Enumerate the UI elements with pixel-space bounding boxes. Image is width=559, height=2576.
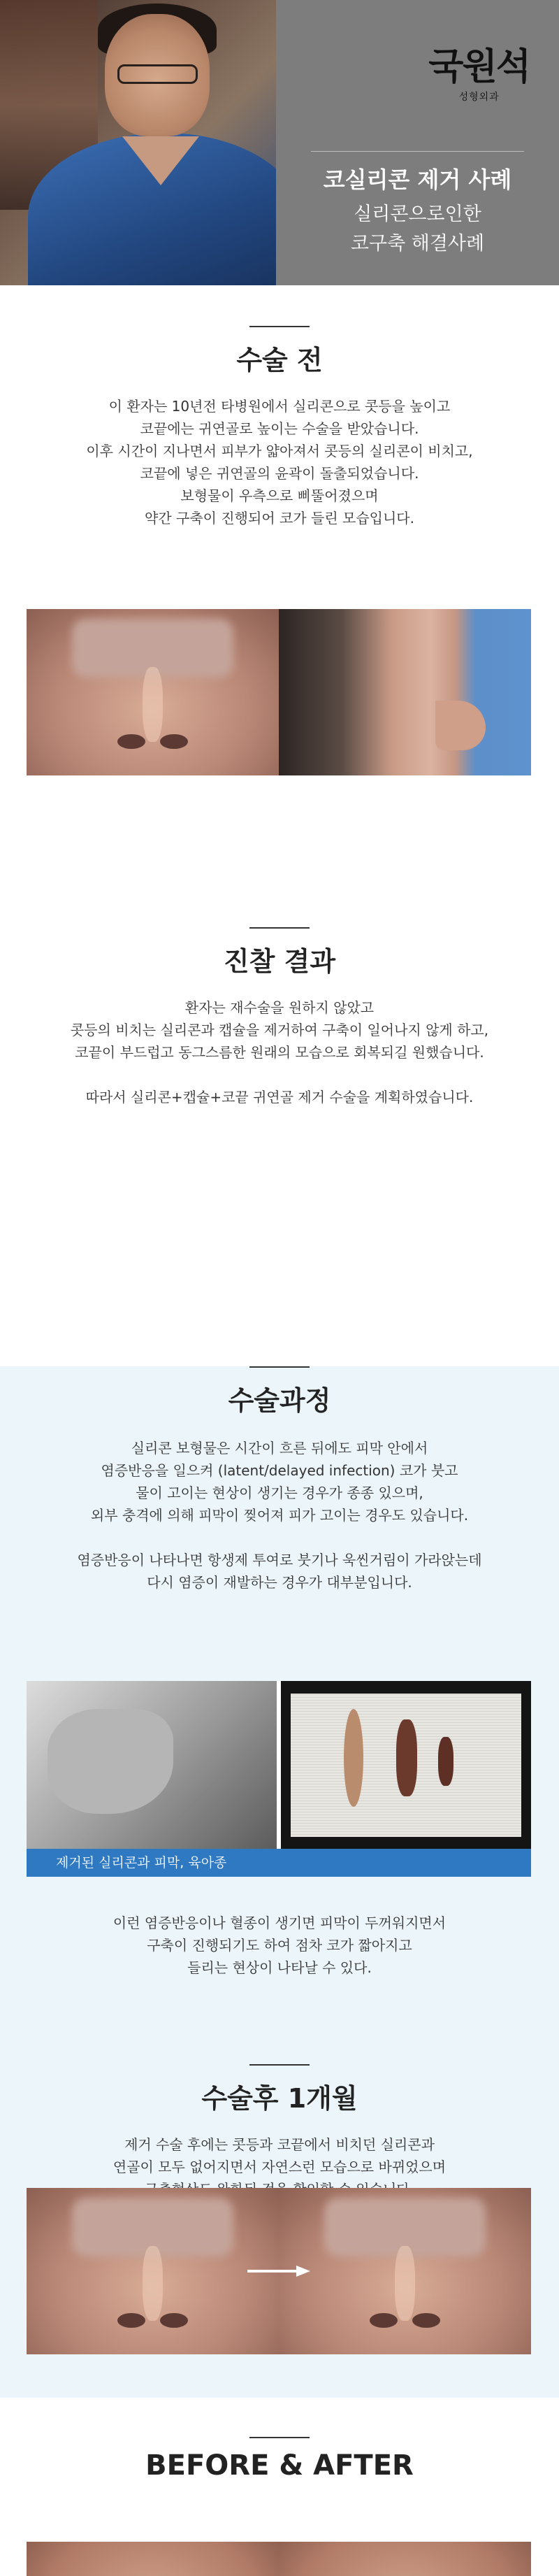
body-line: 따라서 실리콘+캡슐+코끝 귀연골 제거 수술을 계획하였습니다. (85, 1089, 474, 1105)
before-photos (27, 609, 531, 775)
diagnosis-section (0, 927, 559, 1319)
before-after-section (0, 2437, 559, 2576)
removed-implant-photo (281, 1681, 531, 1849)
header-banner (0, 0, 559, 285)
comparison-row (27, 2542, 531, 2576)
section-body (0, 996, 559, 1108)
body-line: 다시 염증이 재발하는 경우가 대부분입니다. (147, 1574, 412, 1591)
body-line: 외부 충격에 의해 피막이 찢어져 피가 고이는 경우도 있습니다. (90, 1507, 469, 1524)
after-nostril-photo (279, 2542, 531, 2576)
section-body (0, 1437, 559, 1526)
section-title: 수술 전 (236, 345, 323, 375)
body-line: 이 환자는 10년전 타병원에서 실리콘으로 콧등을 높이고 (108, 398, 451, 415)
after-month-photos (27, 2188, 531, 2354)
body-line: 물이 고이는 현상이 생기는 경우가 종종 있으며, (136, 1484, 423, 1501)
body-line: 환자는 재수술을 원하지 않았고 (184, 999, 375, 1016)
section-divider (249, 326, 310, 327)
body-line: 염증반응을 일으켜 (latent/delayed infection) 코가 붓고 (101, 1462, 458, 1479)
logo-sub: 성형외과 (458, 92, 500, 103)
body-line: 코끝에는 귀연골로 높이는 수술을 받았습니다. (140, 420, 419, 437)
section-body (0, 1912, 559, 1979)
section-divider (249, 1366, 310, 1368)
nose-side-photo (279, 609, 531, 775)
body-line: 보형물이 우측으로 삐뚤어졌으며 (180, 487, 379, 504)
body-line: 이후 시간이 지나면서 피부가 얇아져서 콧등의 실리콘이 비치고, (86, 443, 473, 459)
section-divider (249, 2064, 310, 2066)
body-line: 들리는 현상이 나타날 수 있다. (187, 1959, 372, 1976)
header-divider (311, 151, 524, 152)
section-divider (249, 927, 310, 929)
body-line: 약간 구축이 진행되어 코가 들린 모습입니다. (145, 510, 414, 527)
section-title: 진찰 결과 (223, 946, 336, 977)
logo-mark: 국원석 (428, 45, 530, 88)
page-subtitle-2: 코구축 해결사례 (350, 233, 485, 255)
body-line (0, 1064, 559, 1086)
section-title: 수술과정 (228, 1385, 331, 1416)
section-title: 수술후 1개월 (201, 2083, 358, 2114)
after-month-block (0, 2017, 559, 2201)
body-line: 코끝에 넣은 귀연골의 윤곽이 돌출되었습니다. (140, 465, 419, 482)
body-line: 이런 염증반응이나 혈종이 생기면 피막이 두꺼워지면서 (112, 1915, 447, 1931)
page-subtitle-1: 실리콘으로인한 (354, 203, 481, 225)
body-line: 실리콘 보형물은 시간이 흐른 뒤에도 피막 안에서 (131, 1440, 428, 1457)
after-front-photo (279, 2188, 531, 2354)
body-line: 염증반응이 나타나면 항생제 투여로 붓기나 욱씬거림이 가라앉는데 (77, 1552, 482, 1568)
surgery-photos (27, 1681, 531, 1877)
body-line: 구축이 진행되기도 하여 점차 코가 짧아지고 (147, 1937, 412, 1954)
body-line: 코끝이 부드럽고 동그스름한 원래의 모습으로 회복되길 원했습니다. (75, 1044, 484, 1061)
before-nostril-photo (27, 2542, 279, 2576)
section-body (0, 1549, 559, 1594)
clinic-logo (428, 45, 530, 103)
section-body (0, 395, 559, 529)
before-front-photo (27, 2188, 279, 2354)
process-note (0, 1912, 559, 1979)
body-line: 연골이 모두 없어지면서 자연스런 모습으로 바뀌었으며 (112, 2159, 447, 2175)
surgery-photo (27, 1681, 277, 1849)
body-line: 제거 수술 후에는 콧등과 코끝에서 비치던 실리콘과 (124, 2136, 435, 2153)
process-section (0, 1366, 559, 2398)
arrow-right-icon (247, 2266, 310, 2277)
before-surgery-section (0, 326, 559, 927)
doctor-photo (0, 0, 276, 285)
photo-caption: 제거된 실리콘과 피막, 육아종 (27, 1849, 531, 1877)
section-divider (249, 2437, 310, 2438)
body-line: 콧등의 비치는 실리콘과 캡슐을 제거하여 구축이 일어나지 않게 하고, (70, 1022, 489, 1038)
page-title: 코실리콘 제거 사례 (323, 166, 512, 193)
header-text (276, 0, 559, 285)
nose-front-photo (27, 609, 279, 775)
section-title: BEFORE & AFTER (145, 2449, 414, 2482)
